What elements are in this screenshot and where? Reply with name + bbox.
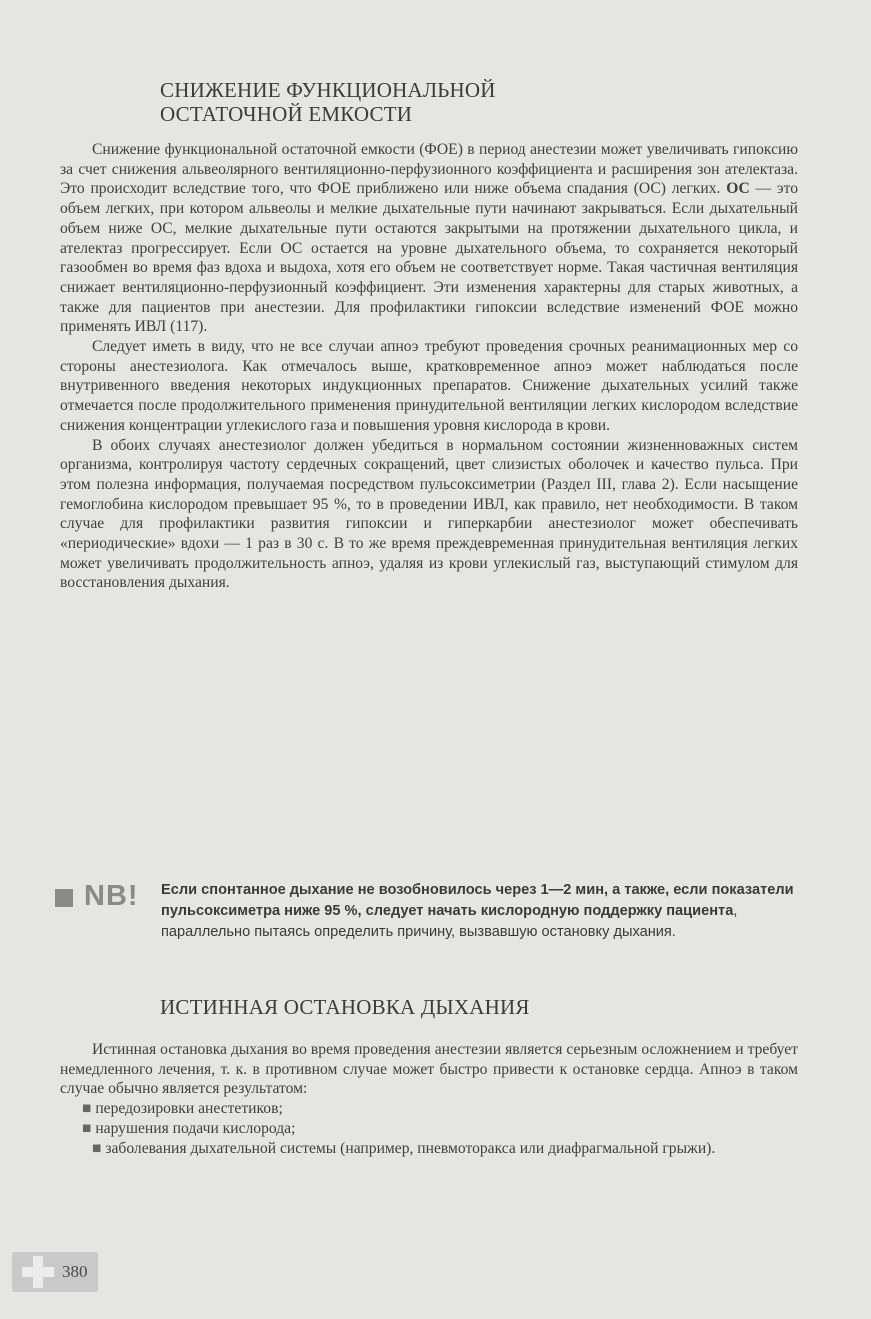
bullet-item	[60, 1139, 798, 1159]
paragraph: В обоих случаях анестезиолог должен убедиться в нормальном состоянии жизненноважных систем организма, контролируя частоту сердечных сокращений, цвет слизистых оболочек и качество пульса. При этом полезна информация, получаемая посредством пульсоксиметрии (Раздел III, глава 2). Если насыщение гемоглобина кислородом превышает 95 %, то в проведении ИВЛ, как правило, нет необходимости. В таком случае для профилактики развития гипоксии и гиперкарбии анестезиолог может обеспечивать «периодические» вдохи — 1 раз в 30 с. В то же время преждевременная принудительная вентиляция легких может увеличивать продолжительность апноэ, удаляя из крови углекислый газ, выступающий стимулом для восстановления дыхания.	[60, 436, 798, 592]
section-true-apnea-body	[60, 1040, 798, 1158]
section-title-line-1: СНИЖЕНИЕ ФУНКЦИОНАЛЬНОЙ	[160, 78, 496, 102]
paragraph	[60, 140, 798, 337]
page-number-tab	[12, 1252, 98, 1292]
bullet-text: заболевания дыхательной системы (например, пневмоторакса или диафрагмальной грыжи).	[105, 1139, 716, 1157]
bullet-text: нарушения подачи кислорода;	[95, 1119, 296, 1137]
nb-callout	[55, 878, 815, 978]
bullet-icon: ■	[82, 1119, 96, 1137]
paragraph: Следует иметь в виду, что не все случаи апноэ требуют проведения срочных реанимационных мер со стороны анестезиолога. Как отмечалось выше, кратковременное апноэ может наблюдаться после внутривенного введения некоторых индукционных препаратов. Снижение дыхательных усилий также отмечается после продолжительного применения принудительной вентиляции легких кислородом вследствие снижения концентрации углекислого газа и повышения уровня кислорода в крови.	[60, 338, 798, 434]
nb-square-icon	[55, 889, 73, 907]
paragraph: Истинная остановка дыхания во время проведения анестезии является серьезным осложнением и требует немедленного лечения, т. к. в противном случае может быстро привести к остановке сердца. Апноэ в таком случае обычно является результатом:	[60, 1041, 798, 1098]
nb-bold-text: Если спонтанное дыхание не возобновилось через 1—2 мин, а также, если показатели пульсоксиметра ниже 95 %, следует начать кислородную поддержку пациента	[161, 882, 794, 919]
nb-label: NB!	[84, 880, 139, 912]
section-title-line-2: ОСТАТОЧНОЙ ЕМКОСТИ	[160, 102, 413, 126]
bullet-item	[60, 1099, 798, 1119]
bullet-icon: ■	[92, 1139, 106, 1157]
bold-term: ОС	[726, 180, 750, 198]
nb-text	[161, 880, 817, 943]
section-title-true-apnea: ИСТИННАЯ ОСТАНОВКА ДЫХАНИЯ	[160, 995, 530, 1019]
bullet-item	[60, 1119, 798, 1139]
paragraph-text: — это объем легких, при котором альвеолы и мелкие дыхательные пути начинают закрываться. Если дыхательный объем ниже ОС, мелкие дыхательные пути остаются закрытыми на протяжении дыхательного цикла, и ателектаз прогрессирует. Если ОС остается на уровне дыхательного объема, то сохраняется некоторый газообмен во время фаз вдоха и выдоха, хотя его объем не соответствует норме. Такая частичная вентиляция снижает вентиляционно-перфузионный коэффициент. Эти изменения характерны для старых животных, а также для пациентов при анестезии. Для профилактики гипоксии вследствие изменений ФОЕ можно применять ИВЛ (117).	[60, 180, 798, 336]
section-foe-body	[60, 140, 798, 593]
page-number: 380	[62, 1262, 88, 1281]
medical-cross-icon	[22, 1256, 54, 1288]
section-title-foe	[160, 78, 496, 126]
paragraph-text: Снижение функциональной остаточной емкости (ФОЕ) в период анестезии может увеличивать гипоксию за счет снижения альвеолярного вентиляционно-перфузионного коэффициента и расширения зон ателектаза. Это происходит вследствие того, что ФОЕ приближено или ниже объема спадания (ОС) легких.	[60, 141, 798, 198]
bullet-text: передозировки анестетиков;	[95, 1100, 283, 1118]
bullet-icon: ■	[82, 1100, 96, 1118]
nb-normal-text: , параллельно пытаясь определить причину, вызвавшую остановку дыхания.	[161, 903, 738, 940]
